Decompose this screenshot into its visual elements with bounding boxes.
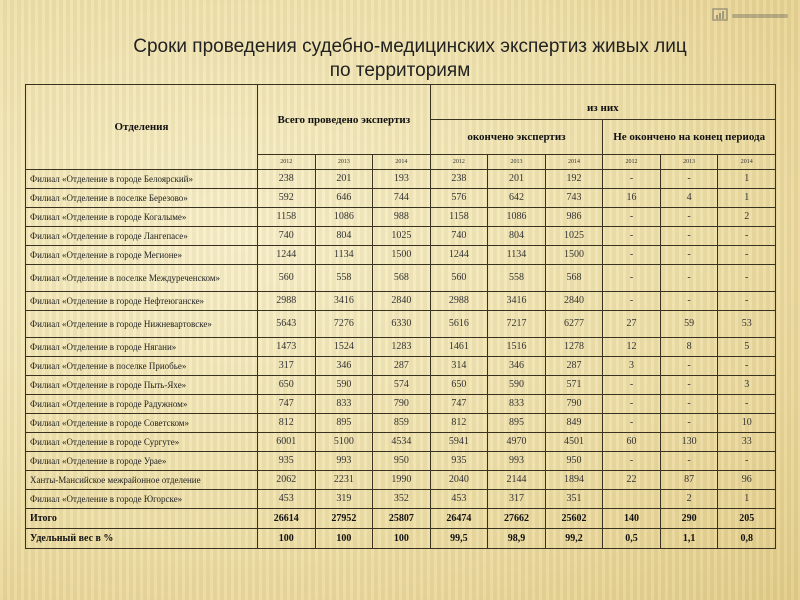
value-cell: 26614 [258, 509, 316, 529]
department-name: Филиал «Отделение в городе Когалыме» [26, 208, 258, 227]
year-header: 2014 [718, 155, 776, 170]
value-cell: 650 [258, 376, 316, 395]
value-cell: 53 [718, 311, 776, 338]
value-cell: 642 [488, 189, 546, 208]
value-cell: 1,1 [660, 529, 718, 549]
value-cell: 87 [660, 471, 718, 490]
value-cell: 804 [488, 227, 546, 246]
value-cell: 804 [315, 227, 373, 246]
value-cell: 833 [488, 395, 546, 414]
value-cell: 950 [373, 452, 431, 471]
value-cell: 10 [718, 414, 776, 433]
value-cell: - [718, 292, 776, 311]
value-cell: 7276 [315, 311, 373, 338]
value-cell: 4 [660, 189, 718, 208]
department-name: Филиал «Отделение в городе Нижневартовске» [26, 311, 258, 338]
value-cell: - [660, 208, 718, 227]
table-row [26, 189, 776, 208]
value-cell: 0,5 [603, 529, 661, 549]
table-row [26, 338, 776, 357]
value-cell: 98,9 [488, 529, 546, 549]
department-name: Филиал «Отделение в городе Сургуте» [26, 433, 258, 452]
value-cell: - [660, 452, 718, 471]
value-cell: 59 [660, 311, 718, 338]
value-cell: 346 [488, 357, 546, 376]
department-name: Филиал «Отделение в поселке Междуреченском» [26, 265, 258, 292]
value-cell: 790 [373, 395, 431, 414]
value-cell: - [603, 414, 661, 433]
table-row [26, 311, 776, 338]
value-cell: 16 [603, 189, 661, 208]
value-cell: 351 [545, 490, 603, 509]
value-cell: 812 [258, 414, 316, 433]
value-cell: 3416 [488, 292, 546, 311]
value-cell: 3 [603, 357, 661, 376]
slide-title-line1: Сроки проведения судебно-медицинских экспертиз живых лиц [133, 36, 687, 57]
value-cell: 201 [315, 170, 373, 189]
value-cell: 576 [430, 189, 488, 208]
value-cell: 560 [430, 265, 488, 292]
value-cell: 1 [718, 170, 776, 189]
value-cell: - [718, 265, 776, 292]
value-cell: 650 [430, 376, 488, 395]
value-cell: 317 [258, 357, 316, 376]
year-header: 2013 [488, 155, 546, 170]
slide-title-line2: по территориям [329, 60, 471, 81]
value-cell: - [603, 265, 661, 292]
table-row [26, 376, 776, 395]
department-name: Филиал «Отделение в городе Советском» [26, 414, 258, 433]
value-cell: 1 [718, 189, 776, 208]
value-cell: 6277 [545, 311, 603, 338]
value-cell: 743 [545, 189, 603, 208]
department-name: Филиал «Отделение в городе Мегионе» [26, 246, 258, 265]
value-cell: 3 [718, 376, 776, 395]
value-cell: 2840 [545, 292, 603, 311]
department-name: Филиал «Отделение в городе Нефтеюганске» [26, 292, 258, 311]
value-cell: 1025 [373, 227, 431, 246]
value-cell: 895 [315, 414, 373, 433]
value-cell: 4970 [488, 433, 546, 452]
value-cell: - [603, 170, 661, 189]
value-cell: 1524 [315, 338, 373, 357]
header-completed: окончено экспертиз [430, 120, 603, 155]
department-name: Филиал «Отделение в городе Пыть-Яхе» [26, 376, 258, 395]
value-cell: 201 [488, 170, 546, 189]
header-total: Всего проведено экспертиз [258, 85, 431, 155]
table-row [26, 490, 776, 509]
value-cell: - [718, 357, 776, 376]
value-cell: 988 [373, 208, 431, 227]
value-cell: 290 [660, 509, 718, 529]
value-cell: 319 [315, 490, 373, 509]
value-cell: 1278 [545, 338, 603, 357]
value-cell: - [660, 414, 718, 433]
value-cell: 1516 [488, 338, 546, 357]
value-cell: 8 [660, 338, 718, 357]
table-row [26, 265, 776, 292]
value-cell: 3416 [315, 292, 373, 311]
value-cell: 99,5 [430, 529, 488, 549]
value-cell: 25807 [373, 509, 431, 529]
value-cell: 574 [373, 376, 431, 395]
value-cell: - [603, 208, 661, 227]
value-cell: 12 [603, 338, 661, 357]
value-cell: 2988 [430, 292, 488, 311]
table-row [26, 471, 776, 490]
value-cell: - [660, 395, 718, 414]
value-cell: - [660, 357, 718, 376]
value-cell: 5 [718, 338, 776, 357]
expertise-table [25, 84, 776, 549]
department-name: Филиал «Отделение в городе Югорске» [26, 490, 258, 509]
value-cell: 130 [660, 433, 718, 452]
value-cell: 346 [315, 357, 373, 376]
value-cell: 287 [373, 357, 431, 376]
value-cell: 2062 [258, 471, 316, 490]
value-cell: 1244 [258, 246, 316, 265]
value-cell: - [718, 246, 776, 265]
value-cell: 100 [258, 529, 316, 549]
table-row [26, 509, 776, 529]
value-cell: - [603, 246, 661, 265]
value-cell: 2840 [373, 292, 431, 311]
value-cell: 2231 [315, 471, 373, 490]
value-cell: 1244 [430, 246, 488, 265]
table-row [26, 433, 776, 452]
value-cell: 5616 [430, 311, 488, 338]
value-cell: 1894 [545, 471, 603, 490]
value-cell: 352 [373, 490, 431, 509]
value-cell: 1 [718, 490, 776, 509]
value-cell: 950 [545, 452, 603, 471]
table-row [26, 452, 776, 471]
value-cell: - [718, 227, 776, 246]
value-cell: 744 [373, 189, 431, 208]
value-cell: 0,8 [718, 529, 776, 549]
value-cell: 1990 [373, 471, 431, 490]
year-header: 2014 [545, 155, 603, 170]
value-cell: 238 [258, 170, 316, 189]
value-cell: 25602 [545, 509, 603, 529]
year-header: 2013 [315, 155, 373, 170]
value-cell: 238 [430, 170, 488, 189]
value-cell: 33 [718, 433, 776, 452]
table-row [26, 529, 776, 549]
value-cell: 646 [315, 189, 373, 208]
value-cell: 993 [488, 452, 546, 471]
value-cell: 993 [315, 452, 373, 471]
value-cell: - [718, 395, 776, 414]
value-cell: 287 [545, 357, 603, 376]
department-name: Итого [26, 509, 258, 529]
department-name: Филиал «Отделение в городе Белоярский» [26, 170, 258, 189]
value-cell: 27 [603, 311, 661, 338]
value-cell: - [603, 227, 661, 246]
value-cell: 6001 [258, 433, 316, 452]
year-header: 2012 [258, 155, 316, 170]
value-cell: - [660, 265, 718, 292]
value-cell: 2 [660, 490, 718, 509]
value-cell: 5100 [315, 433, 373, 452]
value-cell: 859 [373, 414, 431, 433]
value-cell: 192 [545, 170, 603, 189]
value-cell: 986 [545, 208, 603, 227]
value-cell: 740 [430, 227, 488, 246]
value-cell: 740 [258, 227, 316, 246]
value-cell: 560 [258, 265, 316, 292]
value-cell: - [603, 376, 661, 395]
value-cell: 1283 [373, 338, 431, 357]
value-cell: 1134 [488, 246, 546, 265]
value-cell: 592 [258, 189, 316, 208]
value-cell: 1158 [430, 208, 488, 227]
value-cell: - [718, 452, 776, 471]
value-cell: 812 [430, 414, 488, 433]
year-header: 2012 [603, 155, 661, 170]
value-cell: 895 [488, 414, 546, 433]
department-name: Филиал «Отделение в поселке Приобье» [26, 357, 258, 376]
value-cell: 99,2 [545, 529, 603, 549]
value-cell: 590 [488, 376, 546, 395]
department-name: Филиал «Отделение в городе Радужном» [26, 395, 258, 414]
value-cell: 747 [258, 395, 316, 414]
value-cell: 1500 [545, 246, 603, 265]
value-cell: 5941 [430, 433, 488, 452]
value-cell: 314 [430, 357, 488, 376]
value-cell: 2 [718, 208, 776, 227]
value-cell: 193 [373, 170, 431, 189]
value-cell: 4534 [373, 433, 431, 452]
value-cell: 22 [603, 471, 661, 490]
department-name: Филиал «Отделение в городе Урае» [26, 452, 258, 471]
value-cell: - [660, 376, 718, 395]
value-cell: 60 [603, 433, 661, 452]
department-name: Филиал «Отделение в городе Нягани» [26, 338, 258, 357]
header-not-completed: Не окончено на конец периода [603, 120, 776, 155]
value-cell: 4501 [545, 433, 603, 452]
value-cell: 935 [258, 452, 316, 471]
value-cell: 1473 [258, 338, 316, 357]
value-cell: 590 [315, 376, 373, 395]
department-name: Удельный вес в % [26, 529, 258, 549]
value-cell: 1134 [315, 246, 373, 265]
table-row [26, 395, 776, 414]
table-row [26, 292, 776, 311]
value-cell: 2040 [430, 471, 488, 490]
table-row [26, 414, 776, 433]
value-cell: - [660, 292, 718, 311]
watermark-logo [712, 6, 792, 26]
value-cell: 453 [430, 490, 488, 509]
table-row [26, 357, 776, 376]
value-cell: 747 [430, 395, 488, 414]
value-cell: 2144 [488, 471, 546, 490]
department-name: Филиал «Отделение в городе Лангепасе» [26, 227, 258, 246]
value-cell: - [660, 170, 718, 189]
table-row [26, 227, 776, 246]
year-header: 2012 [430, 155, 488, 170]
value-cell: 205 [718, 509, 776, 529]
value-cell: - [603, 395, 661, 414]
table-row [26, 208, 776, 227]
value-cell: 571 [545, 376, 603, 395]
table-row [26, 170, 776, 189]
header-departments: Отделения [26, 85, 258, 170]
value-cell: 140 [603, 509, 661, 529]
value-cell: 7217 [488, 311, 546, 338]
header-of-them: из них [430, 85, 775, 120]
value-cell: 27662 [488, 509, 546, 529]
value-cell: 1025 [545, 227, 603, 246]
value-cell: 96 [718, 471, 776, 490]
value-cell: 568 [545, 265, 603, 292]
value-cell: 453 [258, 490, 316, 509]
year-header: 2014 [373, 155, 431, 170]
value-cell: 558 [488, 265, 546, 292]
value-cell: 100 [315, 529, 373, 549]
value-cell: 1500 [373, 246, 431, 265]
year-header: 2013 [660, 155, 718, 170]
value-cell: - [603, 452, 661, 471]
value-cell [603, 490, 661, 509]
value-cell: - [603, 292, 661, 311]
value-cell: 849 [545, 414, 603, 433]
value-cell: 1086 [488, 208, 546, 227]
value-cell: 27952 [315, 509, 373, 529]
department-name: Ханты-Мансийское межрайонное отделение [26, 471, 258, 490]
department-name: Филиал «Отделение в поселке Березово» [26, 189, 258, 208]
value-cell: - [660, 246, 718, 265]
value-cell: 6330 [373, 311, 431, 338]
value-cell: 1086 [315, 208, 373, 227]
table-row [26, 246, 776, 265]
value-cell: 558 [315, 265, 373, 292]
value-cell: 935 [430, 452, 488, 471]
value-cell: 790 [545, 395, 603, 414]
value-cell: 5643 [258, 311, 316, 338]
value-cell: 317 [488, 490, 546, 509]
value-cell: 100 [373, 529, 431, 549]
value-cell: 2988 [258, 292, 316, 311]
value-cell: 26474 [430, 509, 488, 529]
value-cell: 1461 [430, 338, 488, 357]
value-cell: 568 [373, 265, 431, 292]
value-cell: 833 [315, 395, 373, 414]
value-cell: 1158 [258, 208, 316, 227]
value-cell: - [660, 227, 718, 246]
